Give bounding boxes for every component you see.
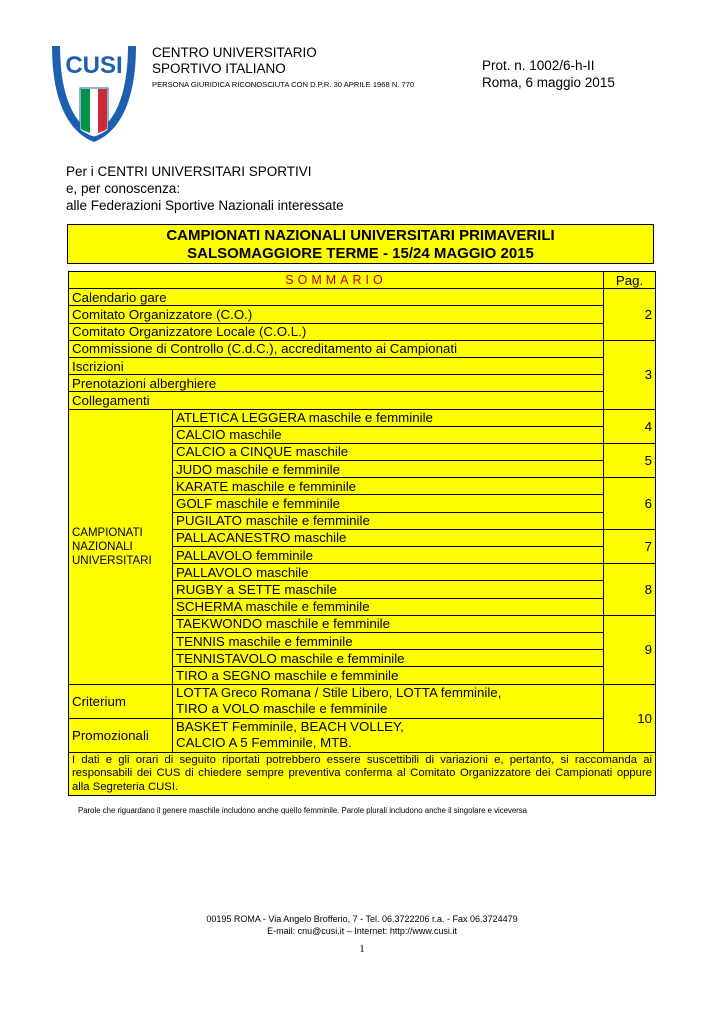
promozionali-label: Promozionali <box>69 718 173 752</box>
disclaimer-note: I dati e gli orari di seguito riportati potrebbero essere suscettibili di variazioni e, pertanto, si raccomanda ai responsabili dei CUS di chiedere sempre preventiva conferma al Comitato Organizzatore dei Campionati oppure alla Segreteria CUSI. <box>69 752 656 796</box>
table-row <box>69 357 656 374</box>
promozionali-item <box>173 718 604 752</box>
group-label-line: CAMPIONATI <box>72 526 143 539</box>
organization-header <box>152 45 414 93</box>
cusi-logo-shield-icon <box>48 40 140 144</box>
recipients <box>66 163 344 214</box>
table-row <box>69 752 656 796</box>
summary-item: Calendario gare <box>69 289 604 306</box>
title-line1: CAMPIONATI NAZIONALI UNIVERSITARI PRIMAVERILI <box>166 227 555 244</box>
sport-item: CALCIO maschile <box>173 426 604 443</box>
summary-item: Iscrizioni <box>69 357 604 374</box>
org-name-line1: CENTRO UNIVERSITARIO <box>152 45 317 60</box>
title-line2: SALSOMAGGIORE TERME - 15/24 MAGGIO 2015 <box>187 245 534 262</box>
table-row <box>69 340 656 357</box>
sport-item: PALLAVOLO femminile <box>173 547 604 564</box>
summary-item: Commissione di Controllo (C.d.C.), accreditamento ai Campionati <box>69 340 604 357</box>
page-number-cell: 8 <box>604 564 656 616</box>
summary-item: Comitato Organizzatore (C.O.) <box>69 306 604 323</box>
page-number-cell: 9 <box>604 615 656 684</box>
footnote: Parole che riguardano il genere maschile includono anche quello femminile. Parole plurali includono anche il singolare e viceversa <box>78 806 528 815</box>
promozionali-line: BASKET Femminile, BEACH VOLLEY, <box>176 718 404 734</box>
page-number-cell: 5 <box>604 443 656 477</box>
page-number-cell: 10 <box>604 684 656 752</box>
table-row <box>69 289 656 306</box>
org-name-line2: SPORTIVO ITALIANO <box>152 61 286 76</box>
sport-item: GOLF maschile e femminile <box>173 495 604 512</box>
summary-item: Comitato Organizzatore Locale (C.O.L.) <box>69 323 604 340</box>
table-row <box>69 306 656 323</box>
recipient-line: Per i CENTRI UNIVERSITARI SPORTIVI <box>66 164 312 179</box>
sport-item: KARATE maschile e femminile <box>173 478 604 495</box>
promozionali-line: CALCIO A 5 Femminile, MTB. <box>176 735 352 750</box>
page-column-header: Pag. <box>604 272 656 289</box>
page-number-cell: 7 <box>604 529 656 563</box>
org-legal-line: PERSONA GIURIDICA RICONOSCIUTA CON D.P.R. 30 APRILE 1968 N. 770 <box>152 80 415 89</box>
document-title <box>67 224 654 264</box>
group-label-line: NAZIONALI <box>72 540 133 553</box>
sport-item: TAEKWONDO maschile e femminile <box>173 615 604 632</box>
page-number-cell: 4 <box>604 409 656 443</box>
sport-item: PALLAVOLO maschile <box>173 564 604 581</box>
group-label-line: UNIVERSITARI <box>72 554 152 567</box>
table-row <box>69 409 656 426</box>
summary-table <box>68 271 656 796</box>
letter-date: Roma, 6 maggio 2015 <box>482 75 615 90</box>
sport-item: PUGILATO maschile e femminile <box>173 512 604 529</box>
campionati-group-label <box>69 409 173 684</box>
criterium-line: TIRO a VOLO maschile e femminile <box>176 701 388 716</box>
protocol-number: Prot. n. 1002/6-h-II <box>482 58 595 73</box>
page-footer <box>0 913 724 937</box>
sport-item: TENNISTAVOLO maschile e femminile <box>173 650 604 667</box>
sport-item: ATLETICA LEGGERA maschile e femminile <box>173 409 604 426</box>
table-row <box>69 718 656 752</box>
cusi-logo <box>48 40 140 144</box>
recipient-line: e, per conoscenza: <box>66 181 181 196</box>
criterium-label: Criterium <box>69 684 173 718</box>
table-header-row <box>69 272 656 289</box>
recipient-line: alle Federazioni Sportive Nazionali interessate <box>66 198 344 213</box>
criterium-line: LOTTA Greco Romana / Stile Libero, LOTTA femminile, <box>176 684 502 700</box>
footer-address: 00195 ROMA - Via Angelo Brofferio, 7 - Tel. 06.3722206 r.a. - Fax 06.3724479 <box>206 914 518 924</box>
summary-item: Prenotazioni alberghiere <box>69 375 604 392</box>
protocol-block <box>482 57 615 91</box>
sport-item: CALCIO a CINQUE maschile <box>173 443 604 460</box>
sport-item: TENNIS maschile e femminile <box>173 632 604 649</box>
sport-item: SCHERMA maschile e femminile <box>173 598 604 615</box>
table-row <box>69 684 656 718</box>
page-number-cell: 3 <box>604 340 656 409</box>
sport-item: TIRO a SEGNO maschile e femminile <box>173 667 604 684</box>
sport-item: RUGBY a SETTE maschile <box>173 581 604 598</box>
table-row <box>69 392 656 409</box>
page-number: 1 <box>359 943 365 955</box>
footer-contacts: E-mail: cnu@cusi.it – Internet: http://www.cusi.it <box>267 926 457 936</box>
page-number-cell: 6 <box>604 478 656 530</box>
criterium-item <box>173 684 604 718</box>
sommario-header: SOMMARIO <box>69 272 604 289</box>
summary-item: Collegamenti <box>69 392 604 409</box>
table-row <box>69 375 656 392</box>
sport-item: PALLACANESTRO maschile <box>173 529 604 546</box>
logo-text: CUSI <box>65 52 123 79</box>
table-row <box>69 323 656 340</box>
sport-item: JUDO maschile e femminile <box>173 461 604 478</box>
page-number-cell: 2 <box>604 289 656 341</box>
